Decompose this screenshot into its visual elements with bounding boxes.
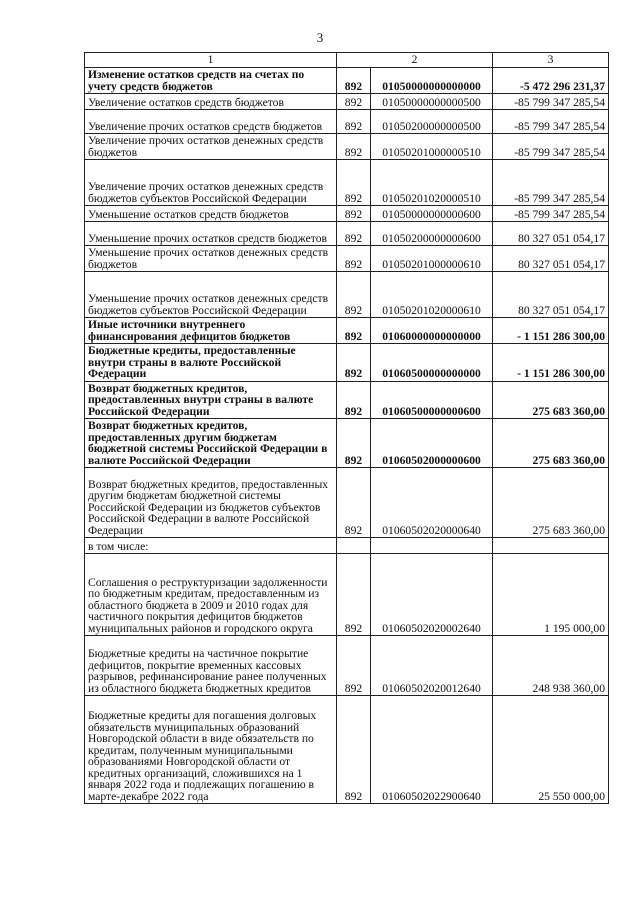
row-description: Возврат бюджетных кредитов, предоставленных внутри страны в валюте Российской Федерации	[85, 381, 337, 419]
table-row	[85, 94, 609, 110]
row-admin-code: 892	[337, 110, 371, 134]
row-description: Увеличение остатков средств бюджетов	[85, 94, 337, 110]
row-description: Соглашения о реструктуризации задолженности по бюджетным кредитам, предоставленным из областного бюджета в 2009 и 2010 годах для частичного покрытия дефицитов бюджетов муниципальных районов и городского округа	[85, 554, 337, 636]
row-admin-code: 892	[337, 94, 371, 110]
row-amount: - 1 151 286 300,00	[493, 318, 609, 344]
table-row	[85, 696, 609, 804]
table-header	[85, 53, 609, 68]
table-row	[85, 636, 609, 696]
table-row	[85, 134, 609, 160]
row-description: Изменение остатков средств на счетах по учету средств бюджетов	[85, 68, 337, 94]
table-row	[85, 206, 609, 222]
row-amount: 275 683 360,00	[493, 381, 609, 419]
row-description: Иные источники внутреннего финансирования дефицитов бюджетов	[85, 318, 337, 344]
row-budget-code: 01050201000000510	[371, 134, 493, 160]
row-admin-code: 892	[337, 554, 371, 636]
row-budget-code: 01060502022900640	[371, 696, 493, 804]
row-admin-code: 892	[337, 68, 371, 94]
row-amount: -85 799 347 285,54	[493, 134, 609, 160]
row-description: Бюджетные кредиты для погашения долговых обязательств муниципальных образований Новгородской области в виде обязательств по кредитам, полученным муниципальными образованиями Новгородской области от кредитных организаций, сложившихся на 1 января 2022 года и подлежащих погашению в марте-декабре 2022 года	[85, 696, 337, 804]
row-amount: -5 472 296 231,37	[493, 68, 609, 94]
row-admin-code: 892	[337, 344, 371, 382]
row-description: Уменьшение остатков средств бюджетов	[85, 206, 337, 222]
row-budget-code: 01050201000000610	[371, 246, 493, 272]
row-budget-code: 01050000000000500	[371, 94, 493, 110]
page-number: 3	[316, 30, 324, 45]
table-row	[85, 538, 609, 554]
row-budget-code	[371, 538, 493, 554]
header-col-3: 3	[493, 53, 609, 68]
row-description: Возврат бюджетных кредитов, предоставленных другим бюджетам бюджетной системы Российской Федерации из бюджетов субъектов Российской Федерации в валюте Российской Федерации	[85, 468, 337, 538]
row-budget-code: 01050200000000600	[371, 222, 493, 246]
row-budget-code: 01060502020012640	[371, 636, 493, 696]
row-description: в том числе:	[85, 538, 337, 554]
budget-sources-table	[84, 52, 609, 804]
row-description: Уменьшение прочих остатков средств бюджетов	[85, 222, 337, 246]
row-amount: 25 550 000,00	[493, 696, 609, 804]
row-description: Бюджетные кредиты, предоставленные внутри страны в валюте Российской Федерации	[85, 344, 337, 382]
row-description: Уменьшение прочих остатков денежных средств бюджетов	[85, 246, 337, 272]
row-admin-code: 892	[337, 696, 371, 804]
row-budget-code: 01050000000000000	[371, 68, 493, 94]
row-budget-code: 01060500000000600	[371, 381, 493, 419]
row-amount: 80 327 051 054,17	[493, 222, 609, 246]
row-description: Бюджетные кредиты на частичное покрытие дефицитов, покрытие временных кассовых разрывов, рефинансирование ранее полученных из областного бюджета бюджетных кредитов	[85, 636, 337, 696]
row-admin-code: 892	[337, 206, 371, 222]
row-admin-code: 892	[337, 222, 371, 246]
row-description: Уменьшение прочих остатков денежных средств бюджетов субъектов Российской Федерации	[85, 272, 337, 318]
table-row	[85, 344, 609, 382]
row-admin-code	[337, 538, 371, 554]
table-row	[85, 554, 609, 636]
table-body	[85, 68, 609, 804]
row-amount: 248 938 360,00	[493, 636, 609, 696]
row-description: Возврат бюджетных кредитов, предоставленных другим бюджетам бюджетной системы Российской Федерации в валюте Российской Федерации	[85, 419, 337, 468]
row-budget-code: 01050000000000600	[371, 206, 493, 222]
table-row	[85, 272, 609, 318]
row-description: Увеличение прочих остатков средств бюджетов	[85, 110, 337, 134]
row-amount: 80 327 051 054,17	[493, 272, 609, 318]
table-row	[85, 318, 609, 344]
table-row	[85, 468, 609, 538]
row-admin-code: 892	[337, 468, 371, 538]
row-amount: -85 799 347 285,54	[493, 206, 609, 222]
table-row	[85, 160, 609, 206]
row-budget-code: 01050200000000500	[371, 110, 493, 134]
row-amount: 1 195 000,00	[493, 554, 609, 636]
table-row	[85, 381, 609, 419]
table-row	[85, 419, 609, 468]
row-admin-code: 892	[337, 134, 371, 160]
row-amount: -85 799 347 285,54	[493, 94, 609, 110]
row-admin-code: 892	[337, 272, 371, 318]
row-amount: 275 683 360,00	[493, 468, 609, 538]
row-admin-code: 892	[337, 419, 371, 468]
row-budget-code: 01060500000000000	[371, 344, 493, 382]
row-admin-code: 892	[337, 246, 371, 272]
row-amount	[493, 538, 609, 554]
row-amount: -85 799 347 285,54	[493, 160, 609, 206]
row-budget-code: 01060502020000640	[371, 468, 493, 538]
header-col-2: 2	[337, 53, 493, 68]
row-budget-code: 01060000000000000	[371, 318, 493, 344]
row-admin-code: 892	[337, 636, 371, 696]
row-amount: - 1 151 286 300,00	[493, 344, 609, 382]
row-budget-code: 01050201020000610	[371, 272, 493, 318]
row-amount: -85 799 347 285,54	[493, 110, 609, 134]
table-row	[85, 110, 609, 134]
header-row	[85, 53, 609, 68]
row-budget-code: 01060502020002640	[371, 554, 493, 636]
table-row	[85, 246, 609, 272]
row-budget-code: 01060502000000600	[371, 419, 493, 468]
row-admin-code: 892	[337, 160, 371, 206]
table-row	[85, 68, 609, 94]
table-row	[85, 222, 609, 246]
row-admin-code: 892	[337, 318, 371, 344]
row-amount: 275 683 360,00	[493, 419, 609, 468]
row-budget-code: 01050201020000510	[371, 160, 493, 206]
header-col-1: 1	[85, 53, 337, 68]
row-description: Увеличение прочих остатков денежных средств бюджетов	[85, 134, 337, 160]
row-amount: 80 327 051 054,17	[493, 246, 609, 272]
row-admin-code: 892	[337, 381, 371, 419]
row-description: Увеличение прочих остатков денежных средств бюджетов субъектов Российской Федерации	[85, 160, 337, 206]
